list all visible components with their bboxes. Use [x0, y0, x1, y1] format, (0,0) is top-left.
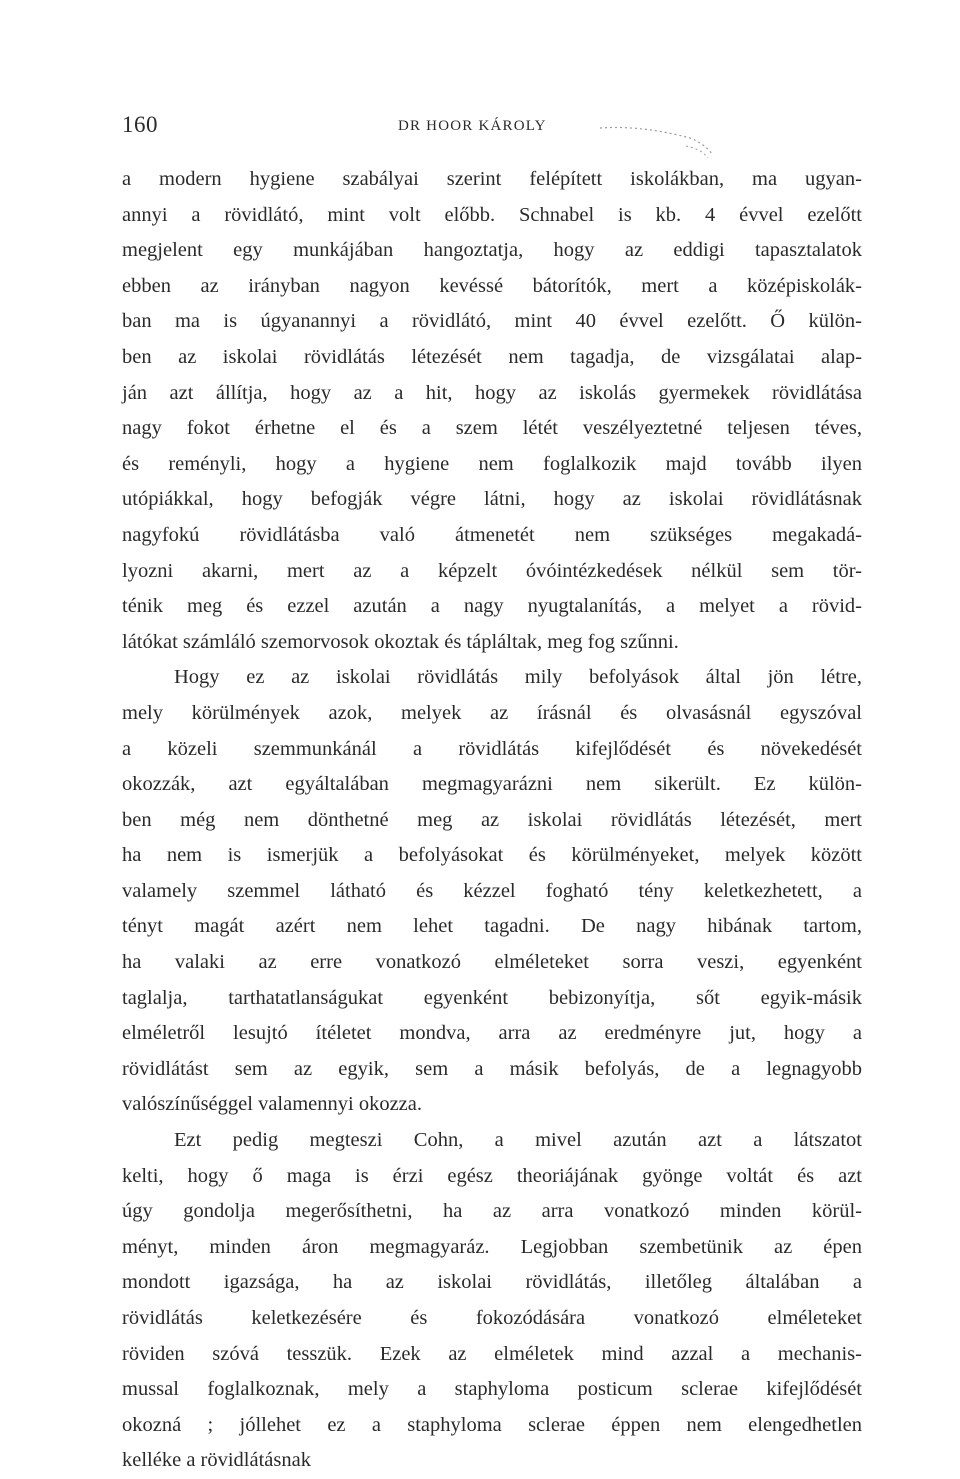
- text-line: kelti, hogy ő maga is érzi egész theoriájának gyönge voltát és azt: [122, 1164, 862, 1187]
- text-line: ban ma is úgyanannyi a rövidlátó, mint 40 évvel ezelőtt. Ő külön-: [122, 310, 862, 333]
- running-head: [122, 112, 862, 148]
- text-line: látókat számláló szemorvosok okoztak és tápláltak, meg fog szűnni.: [122, 630, 679, 653]
- text-line: lyozni akarni, mert az a képzelt óvóintézkedések nélkül sem tör-: [122, 559, 862, 582]
- text-line: nagyfokú rövidlátásba való átmenetét nem szükséges megakadá-: [122, 523, 862, 546]
- text-line: ebben az irányban nagyon kevéssé bátorítók, mert a középiskolák-: [122, 274, 862, 297]
- text-line: taglalja, tarthatatlanságukat egyenként bebizonyítja, sőt egyik-másik: [122, 986, 862, 1009]
- text-line: és reményli, hogy a hygiene nem foglalkozik majd tovább ilyen: [122, 452, 862, 475]
- text-line: ha valaki az erre vonatkozó elméleteket sorra veszi, egyenként: [122, 951, 862, 974]
- text-line: ján azt állítja, hogy az a hit, hogy az iskolás gyermekek rövidlátása: [122, 381, 862, 404]
- text-line: valószínűséggel valamennyi okozza.: [122, 1093, 422, 1116]
- text-line: okozzák, azt egyáltalában megmagyarázni nem sikerült. Ez külön-: [122, 773, 862, 796]
- text-line: mondott igazsága, ha az iskolai rövidlátás, illetőleg általában a: [122, 1271, 862, 1294]
- page-number: 160: [122, 112, 158, 137]
- text-line: rövidlátást sem az egyik, sem a másik befolyás, de a legnagyobb: [122, 1057, 862, 1080]
- text-line: nagy fokot érhetne el és a szem létét veszélyeztetné teljesen téves,: [122, 417, 862, 440]
- text-line: úgy gondolja megerősíthetni, ha az arra vonatkozó minden körül-: [122, 1200, 862, 1223]
- text-line: mely körülmények azok, melyek az írásnál és olvasásnál egyszóval: [122, 701, 862, 724]
- text-line: rövidlátás keletkezésére és fokozódására vonatkozó elméleteket: [122, 1307, 862, 1329]
- text-line: mussal foglalkoznak, mely a staphyloma posticum sclerae kifejlődését: [122, 1378, 862, 1401]
- text-line: annyi a rövidlátó, mint volt előbb. Schnabel is kb. 4 évvel ezelőtt: [122, 203, 862, 226]
- text-line: megjelent egy munkájában hangoztatja, hogy az eddigi tapasztalatok: [122, 239, 862, 262]
- text-line: a modern hygiene szabályai szerint felépített iskolákban, ma ugyan-: [122, 168, 862, 190]
- text-line: elméletről lesujtó ítéletet mondva, arra az eredményre jut, hogy a: [122, 1022, 862, 1045]
- text-line: Hogy ez az iskolai rövidlátás mily befolyások által jön létre,: [174, 666, 862, 689]
- text-line: utópiákkal, hogy befogják végre látni, hogy az iskolai rövidlátásnak: [122, 488, 862, 511]
- text-line: ha nem is ismerjük a befolyásokat és körülményeket, melyek között: [122, 844, 862, 867]
- text-line: ben még nem dönthetné meg az iskolai rövidlátás létezését, mert: [122, 808, 862, 831]
- text-line: tényt magát azért nem lehet tagadni. De nagy hibának tartom,: [122, 915, 862, 938]
- text-line: okozná ; jóllehet ez a staphyloma sclerae éppen nem elengedhetlen: [122, 1413, 862, 1436]
- text-line: ményt, minden áron megmagyaráz. Legjobban szembetünik az épen: [122, 1235, 862, 1258]
- text-line: valamely szemmel látható és kézzel fogható tény keletkezhetett, a: [122, 879, 862, 902]
- text-line: a közeli szemmunkánál a rövidlátás kifejlődését és növekedését: [122, 737, 862, 760]
- text-line: röviden szóvá tesszük. Ezek az elméletek mind azzal a mechanis-: [122, 1342, 862, 1365]
- text-line: ténik meg és ezzel azután a nagy nyugtalanítás, a melyet a rövid-: [122, 595, 862, 618]
- text-line: kelléke a rövidlátásnak: [122, 1449, 311, 1472]
- header-flourish-mark: [590, 120, 720, 160]
- text-line: Ezt pedig megteszi Cohn, a mivel azután azt a látszatot: [174, 1129, 862, 1152]
- body-text: [122, 162, 862, 1479]
- running-head-author: DR HOOR KÁROLY: [398, 118, 547, 134]
- text-line: ben az iskolai rövidlátás létezését nem tagadja, de vizsgálatai alap-: [122, 345, 862, 368]
